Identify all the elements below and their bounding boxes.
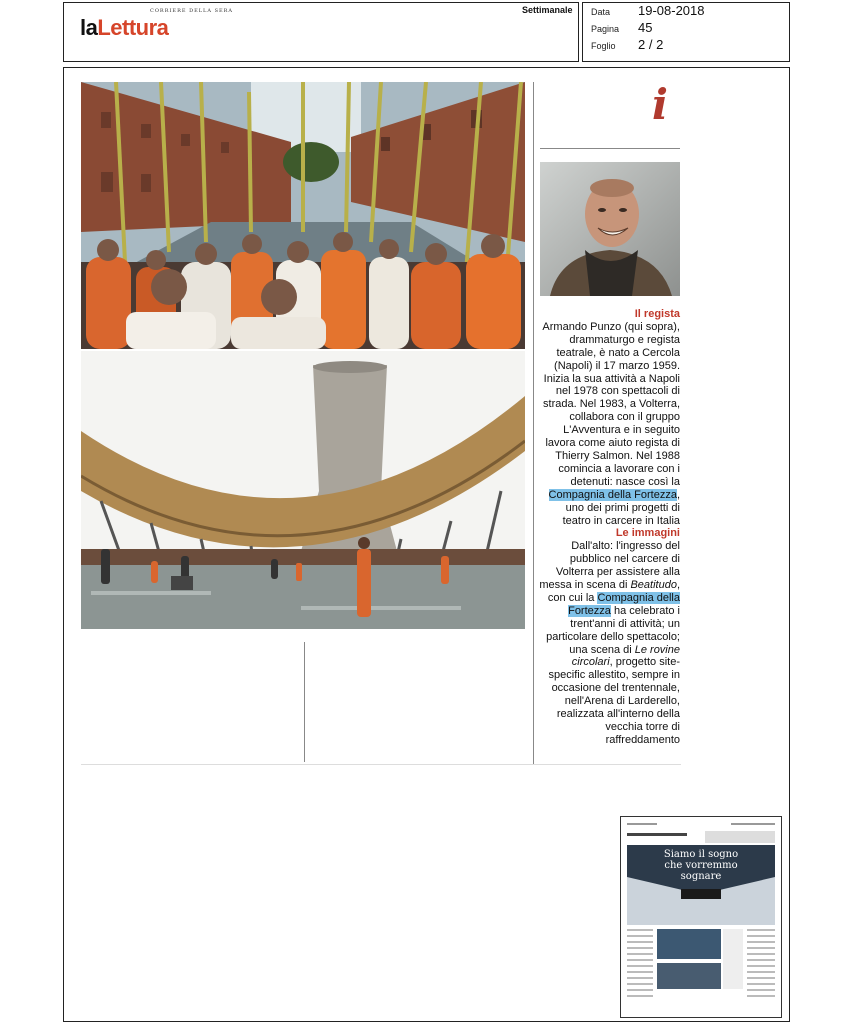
page-value: 45 [638, 20, 653, 35]
immagini-paragraph [536, 540, 680, 747]
title-rovine-circolari: Le rovine circolari [571, 643, 680, 669]
sheet-label: Foglio [591, 41, 616, 51]
photo-prison-courtyard [81, 82, 525, 349]
section-heading-regista: Il regista [634, 308, 680, 320]
photo-cooling-tower-arena [81, 351, 525, 629]
regista-paragraph [536, 321, 680, 528]
regista-text-1: Armando Punzo (qui sopra), drammaturgo e regista teatrale, è nato a Cercola (Napoli) il 17 marzo 1959. Inizia la sua attività a Napoli nel 1978 con spettacoli di strada. Nel 1983, a Volterra, collabora con il gruppo L'Avventura e in seguito lavora come aiuto regista di Thierry Salmon. Nel 1988 comincia a lavorare con i detenuti: nasce così la [542, 320, 680, 488]
company-name-highlight: Compagnia della Fortezza [548, 488, 677, 501]
column-divider-sidebar [533, 82, 534, 764]
company-name-highlight-2: Compagnia della Fortezza [568, 591, 680, 617]
courtyard-illustration [81, 82, 525, 349]
date-label: Data [591, 7, 611, 17]
logo-supertitle: CORRIERE DELLA SERA [150, 8, 234, 14]
title-beatitudo: Beatitudo [630, 579, 677, 592]
logo-la: la [80, 15, 98, 40]
bottom-white-strip [81, 764, 681, 765]
sidebar-article [536, 308, 680, 747]
immagini-text-1: Dall'alto: l'ingresso del pubblico nel carcere di Volterra per assistere alla messa in scena di [539, 540, 680, 592]
publication-logo [80, 15, 168, 41]
page-label: Pagina [591, 24, 620, 34]
section-heading-immagini: Le immagini [615, 527, 680, 540]
info-icon: i [652, 80, 668, 129]
thumbnail-headline: Siamo il sogno che vorremmo sognare [663, 849, 739, 882]
immagini-text-2: , con cui la [547, 579, 680, 604]
page-thumbnail [620, 816, 782, 1018]
date-value: 19-08-2018 [638, 3, 705, 18]
immagini-text-3: ha celebrato i trent'anni di attività; un particolare dello spettacolo; una scena di [546, 604, 680, 656]
column-divider-left [304, 642, 305, 762]
portrait-illustration [540, 162, 680, 296]
frequency-label: Settimanale [522, 5, 573, 15]
portrait-armando-punzo [540, 162, 680, 296]
immagini-text-4: , progetto site-specific allestito, sempre in occasione del trentennale, nell'Arena di Larderello, realizzata all'interno della vecchia torre di raffreddamento [548, 656, 680, 746]
sheet-value: 2 / 2 [638, 37, 664, 52]
regista-text-2: , uno dei primi progetti di teatro in carcere in Italia [562, 488, 680, 527]
sidebar-top-rule [540, 148, 680, 149]
logo-lettura: Lettura [97, 15, 169, 40]
cooling-tower-illustration [81, 351, 525, 629]
thumbnail-illustration [621, 817, 781, 1017]
